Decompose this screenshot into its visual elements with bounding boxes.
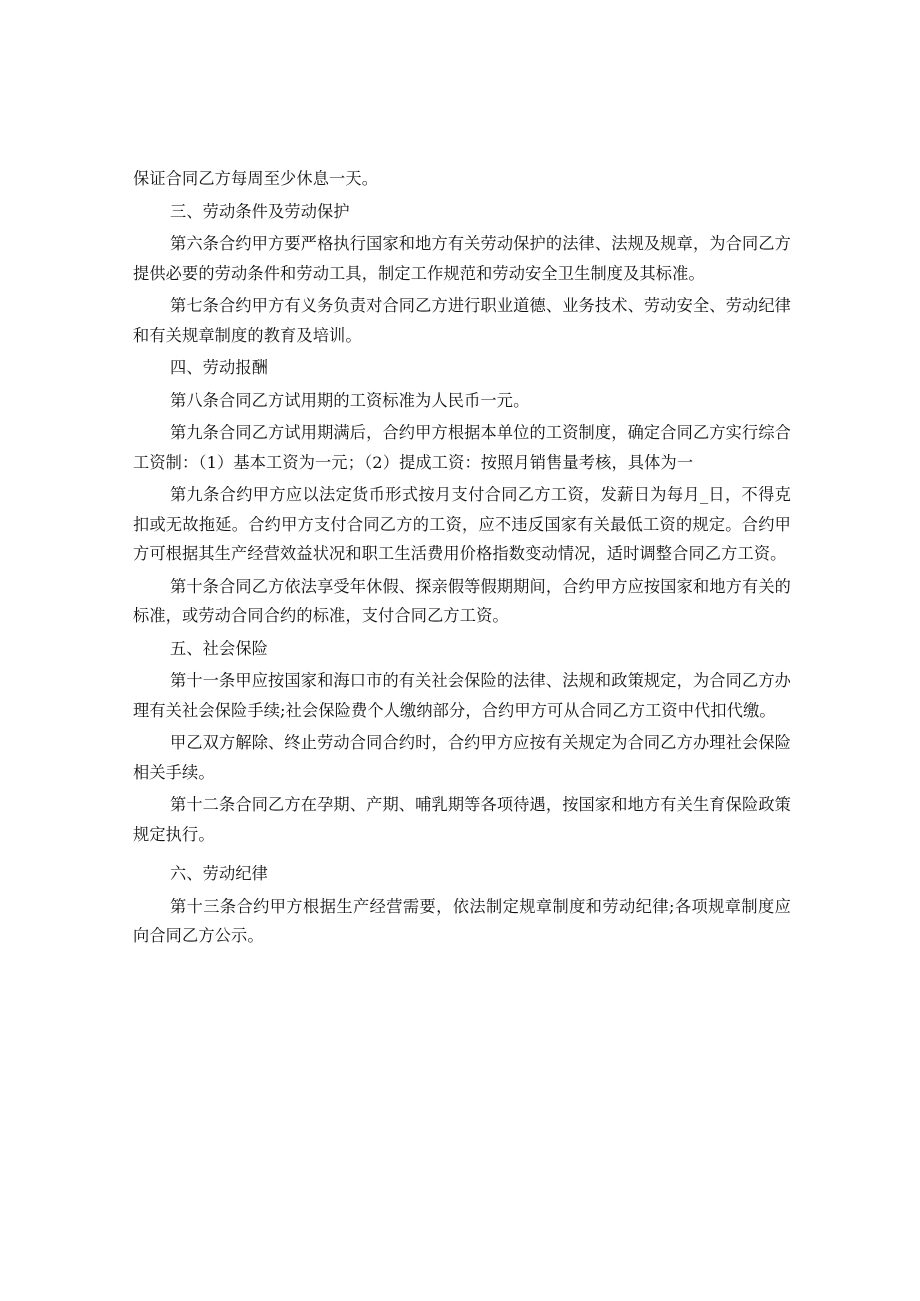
article-6: 第六条合约甲方要严格执行国家和地方有关劳动保护的法律、法规及规章，为合同乙方提供必要的劳动条件和劳动工具，制定工作规范和劳动安全卫生制度及其标准。: [133, 234, 791, 283]
section-heading-labor-discipline: 六、劳动纪律: [170, 864, 269, 883]
paragraph-termination-insurance: 甲乙双方解除、终止劳动合同合约时，合约甲方应按有关规定为合同乙方办理社会保险相关手续。: [133, 733, 791, 782]
document-body: [133, 164, 791, 951]
article-8: 第八条合同乙方试用期的工资标准为人民币一元。: [170, 390, 530, 410]
section-heading-social-insurance: 五、社会保险: [170, 638, 269, 658]
article-9-salary-system: 第九条合同乙方试用期满后，合约甲方根据本单位的工资制度，确定合同乙方实行综合工资制：（1）基本工资为一元；（2）提成工资：按照月销售量考核，具体为一: [133, 423, 791, 472]
article-12: 第十二条合同乙方在孕期、产期、哺乳期等各项待遇，按国家和地方有关生育保险政策规定执行。: [133, 795, 791, 844]
article-7: 第七条合约甲方有义务负责对合同乙方进行职业道德、业务技术、劳动安全、劳动纪律和有关规章制度的教育及培训。: [133, 296, 791, 345]
section-heading-labor-conditions: 三、劳动条件及劳动保护: [170, 201, 350, 221]
article-13: 第十三条合约甲方根据生产经营需要，依法制定规章制度和劳动纪律;各项规章制度应向合同乙方公示。: [133, 896, 791, 945]
article-10: 第十条合同乙方依法享受年休假、探亲假等假期期间，合约甲方应按国家和地方有关的标准，或劳动合同合约的标准，支付合同乙方工资。: [133, 576, 791, 625]
article-11: 第十一条甲应按国家和海口市的有关社会保险的法律、法规和政策规定，为合同乙方办理有关社会保险手续;社会保险费个人缴纳部分，合约甲方可从合同乙方工资中代扣代缴。: [133, 671, 791, 720]
paragraph-rest-day: 保证合同乙方每周至少休息一天。: [133, 169, 379, 188]
article-9-payment: 第九条合约甲方应以法定货币形式按月支付合同乙方工资，发薪日为每月_日，不得克扣或无故拖延。合约甲方支付合同乙方的工资，应不违反国家有关最低工资的规定。合约甲方可根据其生产经营效益状况和职工生活费用价格指数变动情况，适时调整合同乙方工资。: [133, 485, 791, 563]
section-heading-remuneration: 四、劳动报酬: [170, 358, 269, 377]
